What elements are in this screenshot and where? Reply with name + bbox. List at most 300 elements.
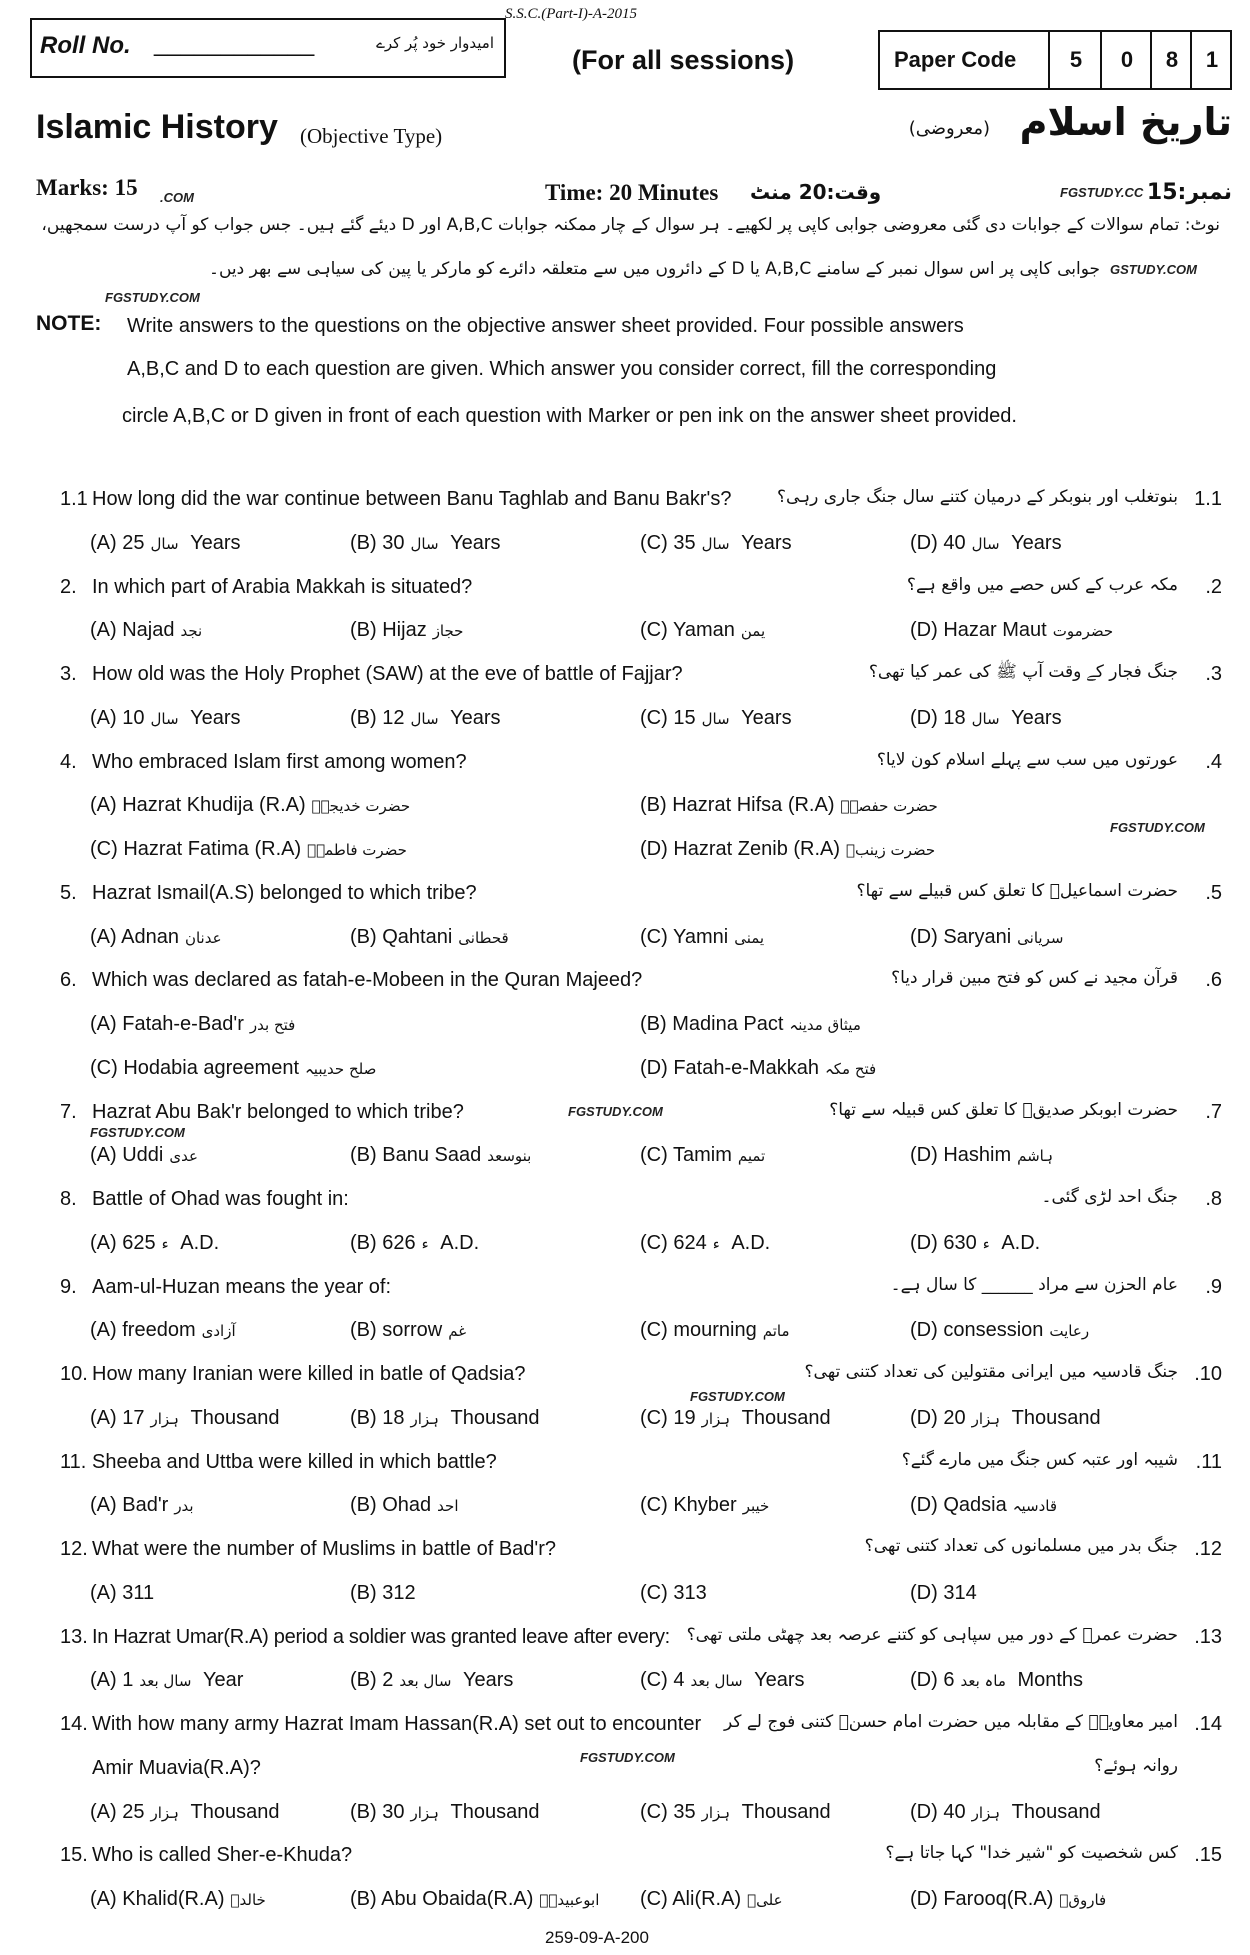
option-b[interactable] <box>350 707 501 730</box>
option-text: 40 Thousand <box>943 1800 1101 1823</box>
question-text: Sheeba and Uttba were killed in which battle? <box>92 1450 497 1473</box>
options-row <box>0 1226 1250 1270</box>
option-label: (D) <box>910 1144 938 1167</box>
options-row <box>0 1663 1250 1707</box>
option-b[interactable] <box>350 1494 465 1517</box>
option-text-urdu: ابوعبیدہؓ <box>539 1891 600 1909</box>
option-label: (B) <box>350 1800 377 1823</box>
time: Time: 20 Minutes <box>545 180 719 205</box>
question-row <box>0 745 1250 789</box>
option-text: 18 Years <box>943 706 1062 729</box>
option-text: Yaman <box>672 619 735 642</box>
option-b[interactable] <box>350 532 501 555</box>
question-number-urdu: .3 <box>1205 663 1222 685</box>
option-text: sorrow <box>382 1319 443 1342</box>
option-text-urdu: حضرت زینبؓ <box>846 841 936 859</box>
option-b[interactable] <box>350 1319 472 1342</box>
option-text-urdu: ہزار <box>701 1409 731 1428</box>
option-label: (D) <box>910 1800 938 1823</box>
option-text: 30 Years <box>382 531 501 554</box>
watermark: .COM <box>160 190 194 205</box>
question-row <box>0 1182 1250 1226</box>
option-label: (D) <box>910 1319 938 1342</box>
footer-code: 259-09-A-200 <box>545 1928 649 1947</box>
option-text-urdu: حجاز <box>432 622 464 641</box>
options-row <box>0 1795 1250 1839</box>
question-text-urdu: بنوتغلب اور بنوبکر کے درمیان کتنے سال جنگ جاری رہی؟ <box>776 487 1178 507</box>
question-text-urdu: مکہ عرب کے کس حصے میں واقع ہے؟ <box>906 574 1178 595</box>
option-text-urdu: ء <box>712 1234 720 1253</box>
option-d[interactable] <box>640 838 941 861</box>
option-b[interactable] <box>640 1013 867 1036</box>
option-text: Uddi <box>122 1144 164 1167</box>
option-text: 626 A.D. <box>382 1231 480 1254</box>
question-number-urdu: .9 <box>1205 1275 1222 1298</box>
paper-code-digit: 1 <box>1190 32 1232 88</box>
option-a[interactable] <box>90 926 228 949</box>
question-number: 14. <box>60 1713 88 1735</box>
option-label: (D) <box>910 531 938 554</box>
option-label: (A) <box>90 1231 117 1254</box>
question-number: 12. <box>60 1538 88 1560</box>
option-text-urdu: غم <box>448 1322 467 1341</box>
option-d[interactable] <box>910 1407 1101 1430</box>
option-label: (A) <box>90 1144 117 1167</box>
question-text: In Hazrat Umar(R.A) period a soldier was granted leave after every: <box>92 1625 670 1648</box>
option-label: (C) <box>640 619 668 642</box>
question-number-urdu: .11 <box>1195 1450 1222 1473</box>
option-label: (B) <box>350 1669 377 1692</box>
option-text-urdu: سال بعد <box>139 1672 192 1691</box>
question-number-urdu: .6 <box>1205 969 1222 992</box>
option-d[interactable] <box>910 1582 977 1605</box>
question-text-urdu: جنگ قادسیہ میں ایرانی مقتولین کی تعداد کتنی تھی؟ <box>804 1362 1178 1382</box>
subject-subtitle-urdu: (معروضی) <box>908 118 990 139</box>
option-d[interactable] <box>910 1888 1112 1911</box>
option-label: (C) <box>640 531 668 554</box>
question-row <box>0 1445 1250 1489</box>
option-text: 15 Years <box>673 706 792 729</box>
option-d[interactable] <box>910 926 1069 949</box>
option-text: 17 Thousand <box>122 1406 280 1429</box>
option-a[interactable] <box>90 1232 219 1255</box>
option-text: 6 Months <box>943 1669 1084 1692</box>
urdu-note-line-1: نوٹ: تمام سوالات کے جوابات دی گئی معروضی جوابی کاپی پر لکھیے۔ ہر سوال کے چار ممکنہ جوابات A,B,C اور D دیئے گئے ہیں۔ جس جواب کو آپ درست سمجھیں، <box>41 215 1220 235</box>
option-text: Abu Obaida(R.A) <box>381 1888 534 1910</box>
option-text: 19 Thousand <box>673 1406 831 1429</box>
question-text: How many Iranian were killed in batle of Qadsia? <box>92 1363 526 1385</box>
option-label: (B) <box>350 1888 377 1910</box>
option-text: Qahtani <box>382 925 453 948</box>
option-label: (A) <box>90 794 117 817</box>
question-row <box>0 963 1250 1007</box>
option-text: freedom <box>122 1319 196 1342</box>
question-row <box>0 1270 1250 1314</box>
question-number: 1.1 <box>60 488 88 510</box>
option-text-urdu: فتح مکہ <box>824 1059 877 1078</box>
option-text-urdu: سال <box>971 709 1000 728</box>
question-number-urdu: .7 <box>1205 1100 1222 1123</box>
option-label: (B) <box>640 1013 667 1035</box>
option-label: (C) <box>640 1581 668 1604</box>
paper-code-digit: 5 <box>1048 32 1102 88</box>
option-a[interactable] <box>90 794 416 817</box>
option-text-urdu: ہاشم <box>1017 1147 1054 1166</box>
option-c[interactable] <box>640 532 792 555</box>
option-text-urdu: یمنی <box>734 928 765 947</box>
option-a[interactable] <box>90 1669 243 1692</box>
option-text-urdu: ہزار <box>971 1803 1001 1822</box>
question-number-urdu: .13 <box>1194 1625 1222 1648</box>
option-text-urdu: سریانی <box>1017 928 1064 947</box>
option-text: Fatah-e-Makkah <box>673 1056 819 1079</box>
question-text-urdu: عام الحزن سے مراد ______ کا سال ہے۔ <box>890 1274 1178 1295</box>
options-row <box>0 1313 1250 1357</box>
option-b[interactable] <box>350 1232 479 1255</box>
option-text-urdu: ء <box>161 1234 169 1253</box>
subject-subtitle: (Objective Type) <box>300 124 443 148</box>
option-text: Ali(R.A) <box>672 1888 742 1910</box>
option-c[interactable] <box>640 1669 805 1692</box>
watermark: FGSTUDY.CC <box>1060 185 1144 200</box>
option-text-urdu: ماتم <box>762 1322 790 1341</box>
option-b[interactable] <box>350 1888 605 1911</box>
watermark: FGSTUDY.COM <box>90 1125 185 1140</box>
option-label: (D) <box>910 1888 938 1910</box>
question-text: With how many army Hazrat Imam Hassan(R.A) set out to encounter <box>92 1713 702 1735</box>
note-line-2: A,B,C and D to each question are given. Which answer you consider correct, fill the corresponding <box>127 358 997 380</box>
note-label: NOTE: <box>36 312 102 335</box>
option-text: 20 Thousand <box>943 1406 1101 1429</box>
option-a[interactable] <box>90 1319 242 1342</box>
option-text: Hodabia agreement <box>123 1056 300 1079</box>
exam-code: S.S.C.(Part-I)-A-2015 <box>505 6 638 22</box>
subject-title: Islamic History <box>36 108 278 146</box>
option-label: (A) <box>90 1669 117 1692</box>
paper-code-box <box>878 30 1232 90</box>
option-b[interactable] <box>350 926 515 949</box>
question-text: Battle of Ohad was fought in: <box>92 1188 349 1210</box>
option-d[interactable] <box>910 1144 1059 1167</box>
option-c[interactable] <box>640 707 792 730</box>
paper-code-digit: 8 <box>1150 32 1192 88</box>
question-text-urdu: حضرت اسماعیلؑ کا تعلق کس قبیلے سے تھا؟ <box>856 880 1178 901</box>
option-text-urdu: میثاق مدینہ <box>789 1016 861 1034</box>
option-text: mourning <box>673 1319 757 1342</box>
question-text: Which was declared as fatah-e-Mobeen in the Quran Majeed? <box>92 969 643 992</box>
question-text-urdu-continued: روانہ ہوئے؟ <box>1094 1755 1178 1776</box>
option-text-urdu: صلح حدیبیہ <box>305 1059 377 1078</box>
question-text: What were the number of Muslims in battle of Bad'r? <box>92 1538 557 1560</box>
question-row <box>0 1838 1250 1882</box>
option-d[interactable] <box>640 1057 882 1080</box>
option-text-urdu: نجد <box>180 622 203 641</box>
question-text-urdu: حضرت ابوبکر صدیقؓ کا تعلق کس قبیلہ سے تھا؟ <box>829 1099 1178 1120</box>
option-text-urdu: سال <box>410 534 439 553</box>
option-b[interactable] <box>350 1669 513 1692</box>
option-c[interactable] <box>640 1582 707 1605</box>
options-row <box>0 920 1250 964</box>
option-text-urdu: حضرت خدیجہؓ <box>311 797 411 816</box>
option-text-urdu: فتح بدر <box>249 1016 296 1034</box>
option-text: Yamni <box>672 925 729 948</box>
option-c[interactable] <box>640 1407 831 1430</box>
option-label: (C) <box>640 1319 668 1342</box>
option-text: 630 A.D. <box>943 1231 1041 1254</box>
option-d[interactable] <box>910 1232 1040 1255</box>
option-label: (C) <box>90 1056 118 1079</box>
option-text: 18 Thousand <box>382 1406 540 1429</box>
option-label: (D) <box>910 1231 938 1254</box>
option-a[interactable] <box>90 1013 301 1036</box>
option-text-urdu: قادسیہ <box>1012 1497 1058 1516</box>
option-text: Hazrat Hifsa (R.A) <box>672 794 835 817</box>
option-c[interactable] <box>640 1888 789 1911</box>
option-label: (B) <box>350 925 377 948</box>
question-number-urdu: .4 <box>1205 750 1222 773</box>
option-text: 624 A.D. <box>673 1231 771 1254</box>
option-b[interactable] <box>350 1801 539 1824</box>
question-text-urdu: امیر معاویہؓ کے مقابلہ میں حضرت امام حسنؓ کتنی فوج لے کر <box>723 1712 1178 1732</box>
note-line-3: circle A,B,C or D given in front of each question with Marker or pen ink on the answer sheet provided. <box>122 405 1017 427</box>
question-number-urdu: .8 <box>1205 1188 1222 1210</box>
question-text-urdu: قرآن مجید نے کس کو فتح مبین قرار دیا؟ <box>891 968 1178 989</box>
option-text: Hashim <box>943 1144 1012 1167</box>
option-label: (D) <box>640 1056 668 1079</box>
option-text-urdu: حضرموت <box>1052 622 1114 641</box>
question-text: In which part of Arabia Makkah is situated? <box>92 575 473 598</box>
option-d[interactable] <box>910 1669 1083 1692</box>
option-a[interactable] <box>90 1494 200 1517</box>
option-c[interactable] <box>640 1801 831 1824</box>
option-text: 25 Thousand <box>122 1800 280 1823</box>
option-label: (D) <box>910 619 938 642</box>
option-text-urdu: سال <box>971 534 1000 553</box>
option-text: 1 Year <box>122 1669 244 1692</box>
option-a[interactable] <box>90 619 208 642</box>
question-text-urdu: جنگ فجار کے وقت آپ ﷺ کی عمر کیا تھی؟ <box>868 662 1178 682</box>
option-text: Khyber <box>673 1494 737 1517</box>
option-text: Hijaz <box>382 619 427 642</box>
question-number-urdu: .2 <box>1205 575 1222 598</box>
option-b[interactable] <box>350 1582 416 1605</box>
option-label: (C) <box>640 1231 668 1254</box>
option-label: (D) <box>910 1494 938 1517</box>
option-text: Hazrat Fatima (R.A) <box>123 838 302 860</box>
question-row <box>0 1532 1250 1576</box>
question-text: How long did the war continue between Banu Taghlab and Banu Bakr's? <box>92 488 732 510</box>
question-number: 10. <box>60 1363 88 1385</box>
option-c[interactable] <box>640 1144 771 1167</box>
option-a[interactable] <box>90 532 241 555</box>
option-text-urdu: ماہ بعد <box>960 1672 1006 1691</box>
note-line-1: Write answers to the questions on the objective answer sheet provided. Four possible answers <box>127 315 964 337</box>
option-text: 311 <box>122 1581 155 1604</box>
options-row <box>0 832 1250 876</box>
option-text: 12 Years <box>382 706 501 729</box>
option-text: 30 Thousand <box>382 1800 540 1823</box>
option-label: (B) <box>350 1231 377 1254</box>
paper-code-label: Paper Code <box>894 47 1017 72</box>
option-label: (A) <box>90 619 117 642</box>
question-text-urdu: جنگ احد لڑی گئی۔ <box>1041 1187 1178 1207</box>
option-text-urdu: احد <box>437 1497 459 1516</box>
option-text: Madina Pact <box>672 1013 784 1035</box>
option-label: (A) <box>90 1494 117 1517</box>
question-text: Who embraced Islam first among women? <box>92 750 467 773</box>
option-label: (C) <box>640 925 668 948</box>
option-text: Najad <box>122 619 175 642</box>
option-text-urdu: بدر <box>174 1497 194 1516</box>
option-d[interactable] <box>910 707 1062 730</box>
option-c[interactable] <box>90 838 413 861</box>
option-text-urdu: آزادی <box>201 1322 236 1341</box>
option-label: (C) <box>640 1494 668 1517</box>
options-row <box>0 1007 1250 1051</box>
option-text: Farooq(R.A) <box>943 1888 1054 1910</box>
option-label: (A) <box>90 1406 117 1429</box>
option-d[interactable] <box>910 619 1119 642</box>
options-row <box>0 1401 1250 1445</box>
option-text-urdu: ہزار <box>410 1803 439 1822</box>
time-urdu: وقت:20 منٹ <box>750 180 882 204</box>
option-label: (D) <box>910 1406 938 1429</box>
question-number: 11. <box>60 1450 87 1473</box>
roll-urdu: امیدوار خود پُر کرے <box>376 34 494 52</box>
watermark: FGSTUDY.COM <box>580 1750 675 1765</box>
question-text-urdu: شیبہ اور عتبہ کس جنگ میں مارے گئے؟ <box>901 1449 1178 1470</box>
options-row <box>0 1488 1250 1532</box>
options-row <box>0 1882 1250 1926</box>
question-row <box>0 482 1250 526</box>
option-c[interactable] <box>640 619 771 642</box>
option-text-urdu: سال <box>150 534 179 553</box>
option-text-urdu: فاروقؓ <box>1059 1891 1107 1909</box>
option-text: Hazrat Khudija (R.A) <box>122 794 306 817</box>
option-a[interactable] <box>90 1407 279 1430</box>
option-text: consession <box>943 1319 1044 1342</box>
option-d[interactable] <box>910 1494 1063 1517</box>
option-label: (B) <box>350 531 377 554</box>
option-text-urdu: ہزار <box>150 1803 179 1822</box>
question-number: 8. <box>60 1188 77 1210</box>
option-text-urdu: ء <box>421 1234 429 1253</box>
watermark: FGSTUDY.COM <box>1110 820 1205 835</box>
options-row <box>0 613 1250 657</box>
option-label: (B) <box>350 1319 377 1342</box>
option-label: (B) <box>350 1144 377 1167</box>
option-text: Hazrat Zenib (R.A) <box>673 838 841 860</box>
option-text: Saryani <box>943 925 1012 948</box>
option-text: 313 <box>673 1581 707 1604</box>
option-text: 314 <box>943 1581 977 1604</box>
option-c[interactable] <box>640 1494 775 1517</box>
question-number: 15. <box>60 1844 88 1867</box>
option-a[interactable] <box>90 1801 279 1824</box>
option-label: (A) <box>90 706 117 729</box>
question-row <box>0 570 1250 614</box>
option-text-urdu: سال بعد <box>690 1672 743 1691</box>
question-row <box>0 1620 1250 1664</box>
option-text-urdu: علیؓ <box>747 1891 783 1909</box>
option-c[interactable] <box>640 926 770 949</box>
option-text-urdu: خالدؓ <box>230 1891 266 1909</box>
sessions-label: (For all sessions) <box>572 45 795 75</box>
question-text-urdu: عورتوں میں سب سے پہلے اسلام کون لایا؟ <box>876 749 1178 770</box>
option-label: (B) <box>350 1494 377 1517</box>
option-text: 2 Years <box>382 1669 514 1692</box>
option-c[interactable] <box>640 1232 770 1255</box>
option-text: Khalid(R.A) <box>122 1888 225 1910</box>
question-number: 6. <box>60 969 77 992</box>
options-row <box>0 701 1250 745</box>
option-a[interactable] <box>90 1582 154 1605</box>
question-text-urdu: جنگ بدر میں مسلمانوں کی تعداد کتنی تھی؟ <box>864 1536 1178 1556</box>
question-row <box>0 1357 1250 1401</box>
question-text: Who is called Sher-e-Khuda? <box>92 1844 353 1867</box>
question-row <box>0 876 1250 920</box>
option-label: (C) <box>640 1144 668 1167</box>
roll-blank[interactable]: ____________ <box>154 30 315 57</box>
marks-urdu: نمبر:15 <box>1146 180 1232 205</box>
options-row <box>0 1051 1250 1095</box>
option-b[interactable] <box>350 1144 537 1167</box>
option-text-urdu: سال <box>150 709 179 728</box>
option-label: (C) <box>640 1669 668 1692</box>
options-row <box>0 788 1250 832</box>
roll-number-box <box>30 18 506 78</box>
option-d[interactable] <box>910 532 1062 555</box>
option-text-urdu: سال بعد <box>399 1672 452 1691</box>
question-number: 9. <box>60 1275 77 1298</box>
option-d[interactable] <box>910 1319 1095 1342</box>
option-text: 40 Years <box>943 531 1062 554</box>
option-a[interactable] <box>90 1144 204 1167</box>
question-text-urdu: کس شخصیت کو "شیر خدا" کہا جاتا ہے؟ <box>885 1843 1178 1864</box>
option-c[interactable] <box>640 1319 795 1342</box>
option-text-urdu: حضرت حفصہؓ <box>840 797 938 816</box>
option-label: (D) <box>910 925 938 948</box>
option-text: 312 <box>382 1581 416 1604</box>
marks: Marks: 15 <box>36 175 138 200</box>
option-c[interactable] <box>90 1057 382 1080</box>
question-text: Hazrat Abu Bak'r belonged to which tribe? <box>92 1100 464 1123</box>
option-text-urdu: ہزار <box>971 1409 1001 1428</box>
option-label: (A) <box>90 1581 117 1604</box>
option-a[interactable] <box>90 707 241 730</box>
watermark: FGSTUDY.COM <box>690 1389 785 1404</box>
option-a[interactable] <box>90 1888 272 1911</box>
option-text-urdu: بنوسعد <box>487 1147 532 1166</box>
option-text-urdu: عدنان <box>184 928 222 947</box>
option-b[interactable] <box>350 1407 539 1430</box>
option-b[interactable] <box>350 619 469 642</box>
option-label: (A) <box>90 1888 117 1910</box>
option-text: 625 A.D. <box>122 1231 220 1254</box>
option-text-urdu: یمن <box>740 622 766 641</box>
option-b[interactable] <box>640 794 944 817</box>
option-d[interactable] <box>910 1801 1101 1824</box>
option-label: (A) <box>90 925 117 948</box>
option-text-urdu: سال <box>410 709 439 728</box>
option-text-urdu: ہزار <box>701 1803 731 1822</box>
option-text-urdu: قحطانی <box>458 928 509 947</box>
options-row <box>0 526 1250 570</box>
option-label: (C) <box>640 706 668 729</box>
question-number-urdu: .5 <box>1205 881 1222 904</box>
option-label: (A) <box>90 1319 117 1342</box>
option-label: (B) <box>350 1581 377 1604</box>
